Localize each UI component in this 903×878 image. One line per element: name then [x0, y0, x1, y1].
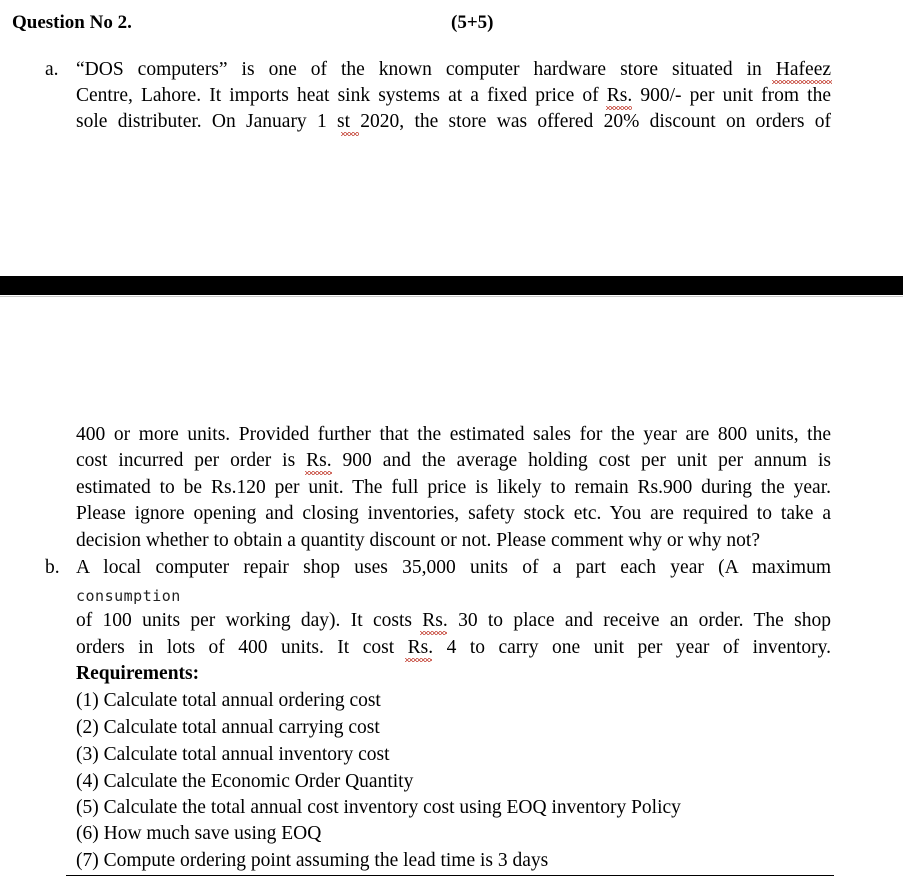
requirement-item: (7) Compute ordering point assuming the lead time is 3 days — [76, 850, 549, 871]
requirement-item: (6) How much save using EOQ — [76, 823, 322, 844]
spellcheck-underline — [420, 631, 447, 635]
requirement-item: (1) Calculate total annual ordering cost — [76, 690, 381, 711]
requirement-item: (2) Calculate total annual carrying cost — [76, 717, 380, 738]
spellcheck-underline — [772, 80, 832, 84]
part-b-line-1: A local computer repair shop uses 35,000 units of a part each year (A maximum — [76, 557, 831, 578]
spellcheck-underline — [341, 132, 359, 136]
requirement-item: (4) Calculate the Economic Order Quantity — [76, 771, 414, 792]
part-a-line-8: decision whether to obtain a quantity discount or not. Please comment why or why not? — [76, 530, 760, 551]
page-break-divider — [0, 296, 903, 297]
spellcheck-underline — [405, 658, 432, 662]
part-a-line-7: Please ignore opening and closing inventories, safety stock etc. You are required to take a — [76, 503, 831, 524]
question-marks: (5+5) — [451, 12, 494, 33]
part-b-line-2: consumption — [76, 587, 181, 605]
part-a-line-3: sole distributer. On January 1 st 2020, the store was offered 20% discount on orders of — [76, 111, 831, 132]
part-a-line-6: estimated to be Rs.120 per unit. The full price is likely to remain Rs.900 during the year. — [76, 477, 831, 498]
part-a-line-2: Centre, Lahore. It imports heat sink systems at a fixed price of Rs. 900/- per unit from the — [76, 85, 831, 106]
part-b-label: b. — [45, 557, 60, 578]
requirement-item: (5) Calculate the total annual cost inventory cost using EOQ inventory Policy — [76, 797, 681, 818]
part-a-line-1: “DOS computers” is one of the known computer hardware store situated in Hafeez — [76, 59, 831, 80]
part-a-line-5: cost incurred per order is Rs. 900 and the average holding cost per unit per annum is — [76, 450, 831, 471]
question-title: Question No 2. — [12, 12, 132, 33]
bottom-rule — [66, 875, 834, 876]
part-a-label: a. — [45, 59, 59, 80]
spellcheck-underline — [606, 106, 632, 110]
requirements-heading: Requirements: — [76, 663, 200, 684]
part-a-line-4: 400 or more units. Provided further that the estimated sales for the year are 800 units, the — [76, 424, 831, 445]
part-b-line-3: of 100 units per working day). It costs Rs. 30 to place and receive an order. The shop — [76, 610, 831, 631]
requirement-item: (3) Calculate total annual inventory cost — [76, 744, 390, 765]
page-break-band — [0, 276, 903, 295]
part-b-line-4: orders in lots of 400 units. It cost Rs. 4 to carry one unit per year of inventory. — [76, 637, 831, 658]
spellcheck-underline — [305, 471, 332, 475]
